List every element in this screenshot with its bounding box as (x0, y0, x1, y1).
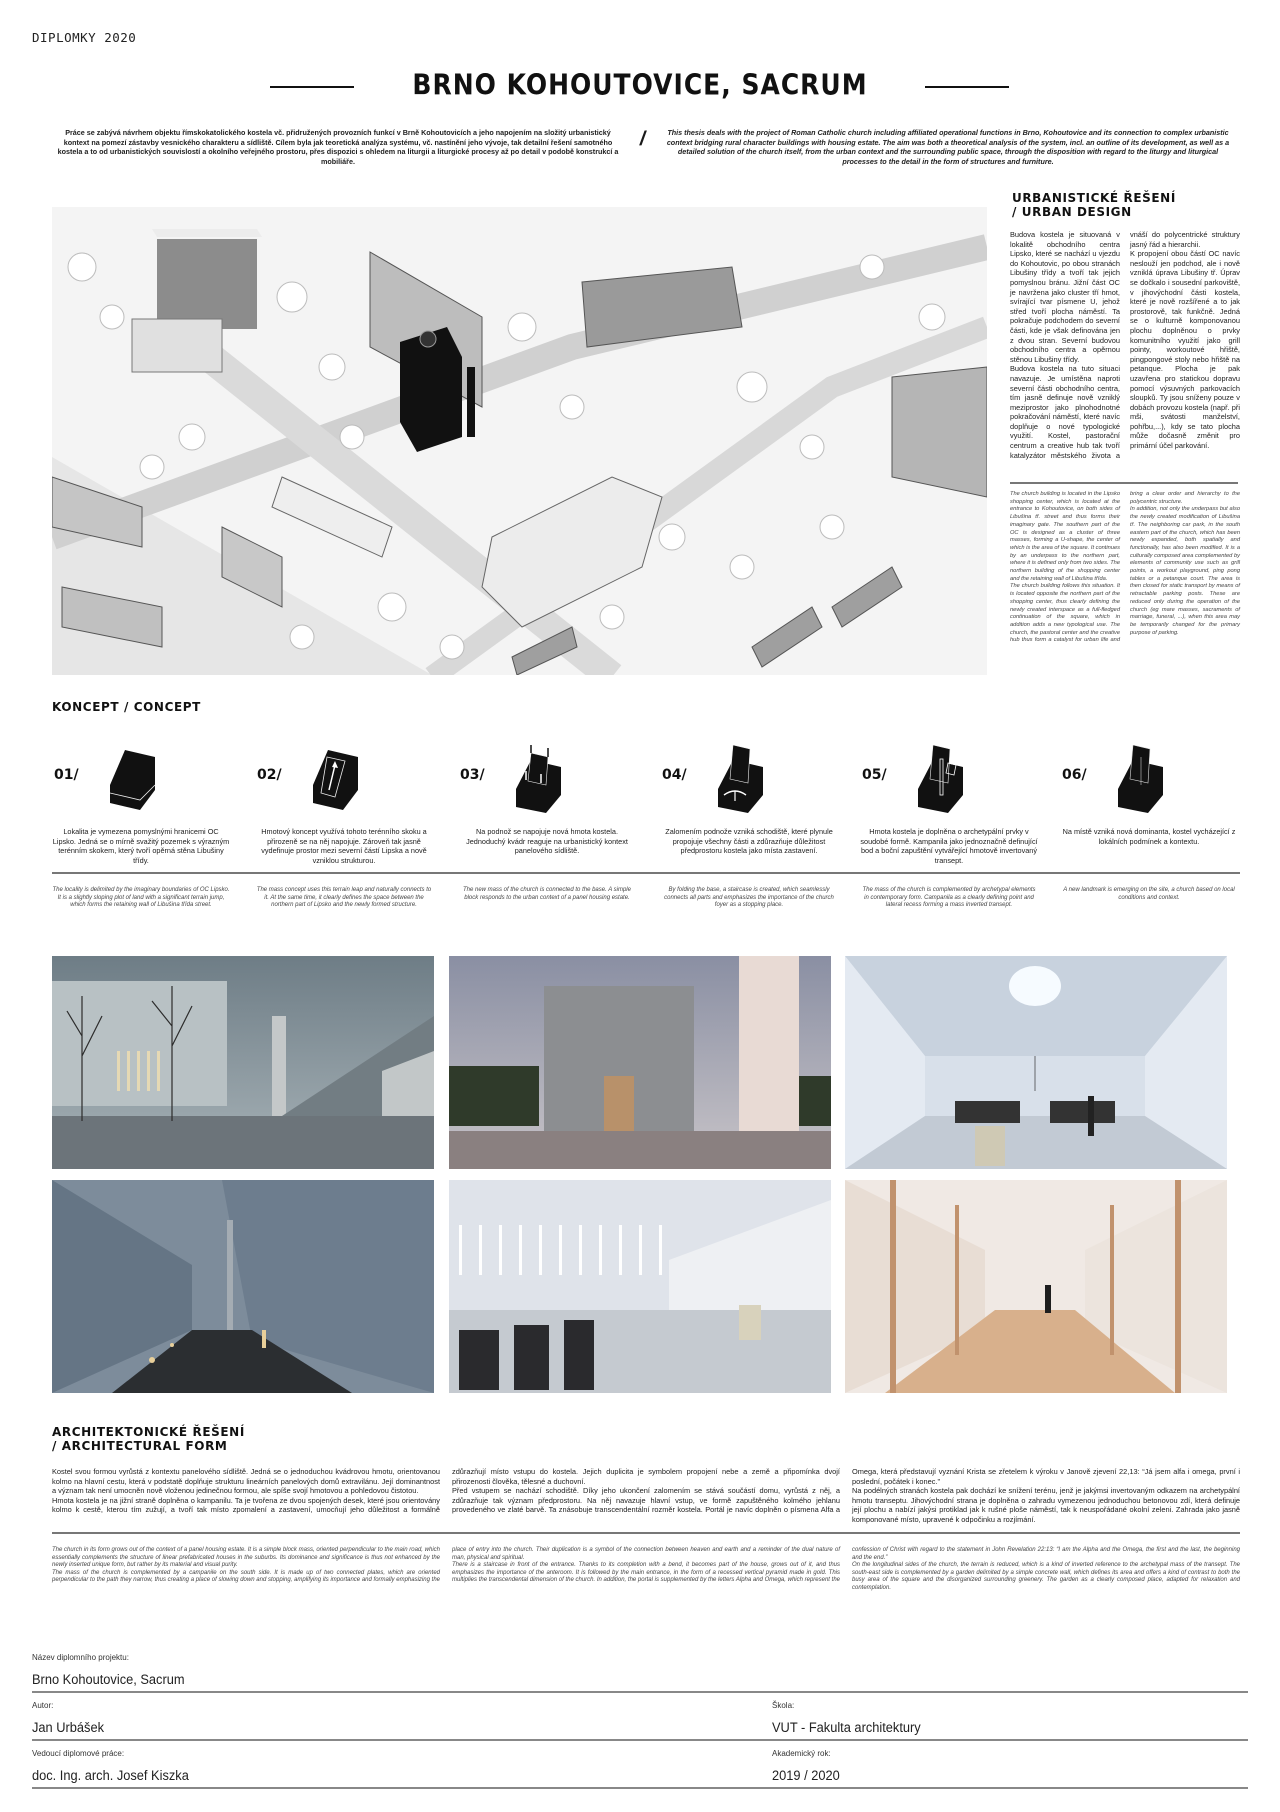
info-divider (32, 1739, 1248, 1741)
render-image (449, 1180, 831, 1393)
project-name-value: Brno Kohoutovice, Sacrum (32, 1672, 185, 1687)
academic-year-label: Akademický rok: (772, 1749, 831, 1758)
school-value: VUT - Fakulta architektury (772, 1720, 921, 1735)
step-number: 01/ (54, 767, 79, 783)
urban-en-paragraph: In addition, not only the underpass but also the newly created modification of Libušina tř. The neighboring car park, in the south eastern part of the church, which has been newly expanded, both spatially and functionally, has also been modified. It is a culturally composed area complemented by elements of community use such as grill points, a workout playground, ping pong tables or a petanque court. The area is then closed for static transport by means of retractable parking posts. These are reduced only during the operation of the church (eg mare masses, sacraments of marriage, funeral, ...), when this area may be temporarily changed for the primary purpose of parking. (1130, 506, 1240, 636)
architecture-text-cz (52, 1467, 1240, 1525)
abstract-cz: Práce se zabývá návrhem objektu římskokatolického kostela vč. přidružených provozních funkcí v Brně Kohoutovicích a jeho napojením na složitý urbanistický kontext na pomezí zástavby vesnického charakteru a sídliště. Cílem byla jak teoretická analýza systému, vč. nastínění jeho vývoje, tak detailní řešení samotného kostela a to od urbanistických souvislostí a okolního veřejného prostoru, přes dispozici s ohledem na liturgii a liturgické procesy až po detail v podobě konstrukcí a mobiliáře. (57, 128, 619, 166)
urban-text-en (1010, 491, 1240, 645)
concept-divider (52, 872, 1240, 874)
raised-mass-icon (506, 745, 586, 815)
supervisor-value: doc. Ing. arch. Josef Kiszka (32, 1768, 189, 1783)
render-image (52, 956, 434, 1169)
concept-title: KONCEPT / CONCEPT (52, 700, 201, 714)
aerial-axonometric-drawing (52, 207, 987, 675)
arch-cz-paragraph: Před vstupem se nachází schodiště. Díky jeho ukončení zalomením se stává součástí domu, vyrůstá z něj, a zdůrazňuje tak význam předprostoru. Na něj navazuje hlavní vstup, ve formě zapuštěného kolmého jehlanu provedeného ve zlaté barvě. Ta znásobuje transcendentální rozměr kostela. Portál je navíc doplněn o písmena Alfa a Omega, která představují vyznání Krista se zřetelem k výroku v Janově zjevení 22,13: “Já jsem alfa i omega, první i poslední, počátek i konec.” (452, 1467, 1240, 1515)
architecture-divider (52, 1532, 1240, 1534)
connection-arrow-icon (303, 745, 383, 815)
urban-en-paragraph: The church building is located in the Lipsko shopping center, which is located at the entrance to Kohoutovice, on both sides of Libušina tř. street and thus forms their imaginary gate. The southern part of the OC is designed as a cluster of three masses, forming a U-shape, the center of which is the area of the square. It continues by an underpass to the northern part, where it is defined only from two sides. The northern building of the shopping center and the retaining wall of Libušina třída. (1010, 491, 1120, 582)
page-title: BRNO KOHOUTOVICE, SACRUM (412, 67, 868, 102)
urban-cz-paragraph: Budova kostela na tuto situaci navazuje. Je umístěna naproti severní části obchodního centra, tím jasně definuje nově vzniklý meziprostor jako plnohodnotné pokračování náměstí, které navíc doplňuje o nové typologické využití. Kostel, pastorační centrum a creative hub tak tvoří katalyzátor městského života a vnáší do polycentrické struktury jasný řád a hierarchii. (1010, 230, 1240, 460)
author-label: Autor: (32, 1701, 54, 1710)
step-text-en: A new landmark is emerging on the site, a church based on local conditions and context. (1063, 887, 1235, 901)
final-landmark-icon (1108, 745, 1188, 815)
campanile-transept-icon (908, 745, 988, 815)
render-image (845, 956, 1227, 1169)
step-text-cz: Na podnož se napojuje nová hmota kostela. Jednoduchý kvádr reaguje na urbanistický kontext panelového sídliště. (466, 827, 628, 856)
urban-divider (1010, 482, 1238, 484)
title-rule-right (925, 86, 1009, 88)
arch-cz-paragraph: Na podélných stranách kostela pak dochází ke snížení terénu, jenž je jakýmsi invertovaným odkazem na archetypální hmotu transeptu. Jihovýchodní strana je doplněna o zahradu vymezenou jednoduchou betonovou zdí, která definuje její plochu a nabízí jakýsi protiklad jak k rušné ploše náměstí, tak k neuspořádané okolní zeleni. Zahrada jako jasně komponované místo, upravené k odpočinku a rozjímání. (852, 1486, 1240, 1524)
step-number: 02/ (257, 767, 282, 783)
base-block-icon (100, 745, 180, 815)
arch-en-paragraph: There is a staircase in front of the entrance. Thanks to its completion with a bend, it becomes part of the house, grows out of it, and thus emphasizes the importance of the anteroom. It is followed by the main entrance, in the form of a recessed vertical pyramid made in gold. This multiplies the transcendental dimension of the church. In addition, the portal is supplemented by the letters Alpha and Omega, which represent the confession of Christ with regard to the statement in John Revelation 22:13: “I am the Alpha and the Omega, the first and the last, the beginning and the end.” (452, 1547, 1240, 1584)
info-divider (32, 1787, 1248, 1789)
arch-en-paragraph: The mass of the church is complemented by a campanile on the south side. It is made up of two connected plates, which are oriented perpendicular to the path they narrow, thus creating a place of slowing down and stopping, amplifying its importance and formally emphasizing the place of entry into the church. Their duplication is a symbol of the connection between heaven and earth and a reminder of the dual nature of man, physical and spiritual. (52, 1547, 840, 1584)
render-entrance-portal (449, 956, 831, 1169)
step-text-cz: Hmota kostela je doplněna o archetypální prvky v soudobé formě. Kampanila jako jednoznačně definující bod a boční zapuštění vytvářející hmotově invertovaný transept. (860, 827, 1038, 865)
author-value: Jan Urbášek (32, 1720, 105, 1735)
abstract-en: This thesis deals with the project of Roman Catholic church including affiliated operational functions in Brno, Kohoutovice and its connection to complex urbanistic context bridging rural character buildings with housing estate. The aim was both a theoretical analysis of the system, incl. an outline of its development, as well as a detailed solution of the church itself, from the urban context and the surrounding public space, through the disposition with regard to the liturgy and liturgical processes to the detail in the form of structures and furniture. (666, 128, 1230, 166)
step-text-en: The new mass of the church is connected to the base. A simple block responds to the urban context of a panel housing estate. (463, 887, 631, 901)
step-text-cz: Zalomením podnože vzniká schodiště, které plynule propojuje všechny části a zdůrazňuje důležitost předprostoru kostela jako místa zastavení. (665, 827, 833, 856)
urban-title-cz: URBANISTICKÉ ŘEŠENÍ (1012, 191, 1176, 205)
render-image (449, 956, 831, 1169)
urban-design-title (1012, 191, 1176, 219)
aerial-drawing-svg (52, 207, 987, 675)
render-exterior-square-dusk (52, 956, 434, 1169)
urban-title-en: / URBAN DESIGN (1012, 205, 1132, 219)
architecture-text-en (52, 1547, 1240, 1593)
step-text-en: The mass concept uses this terrain leap and naturally connects to it. At the same time, it clearly defines the space between the northern part of Lipsko and the newly formed structure. (256, 887, 432, 908)
step-text-en: The locality is delimited by the imaginary boundaries of OC Lipsko. It is a slightly sloping plot of land with a significant terrain jump, which forms the retaining wall of Libušina třída street. (52, 887, 230, 908)
step-text-en: By folding the base, a staircase is created, which seamlessly connects all parts and emphasizes the importance of the church foyer as a stopping place. (664, 887, 834, 908)
render-corridor-interior (845, 1180, 1227, 1393)
arch-title-cz: ARCHITEKTONICKÉ ŘEŠENÍ (52, 1425, 245, 1439)
arch-en-paragraph: On the longitudinal sides of the church, the terrain is reduced, which is a kind of inverted reference to the archetypal mass of the transept. The south-east side is complemented by a garden delimited by a simple concrete wall, which defines its area and offers a kind of contrast to both the busy area of the square and the disorganized surrounding greenery. The garden as a clearly composed place, adapted for relaxation and contemplation. (852, 1562, 1240, 1591)
step-number: 05/ (862, 767, 887, 783)
urban-text-cz (1010, 230, 1240, 460)
step-text-cz: Na místě vzniká nová dominanta, kostel vycházející z lokálních podmínek a kontextu. (1062, 827, 1236, 846)
render-nave-interior (845, 956, 1227, 1169)
supervisor-label: Vedoucí diplomové práce: (32, 1749, 125, 1758)
render-garden-wall-night (52, 1180, 434, 1393)
architectural-form-title (52, 1425, 245, 1453)
urban-cz-paragraph: K propojení obou částí OC navíc neslouží jen podchod, ale i nově vzniklá úprava Libušiny tř. Úprav se dočkalo i sousední parkoviště, v jihovýchodní části kostela, které je nově rozšířené a to jak prostorově, tak funkčně. Jedná se o kulturně komponovanou plochu doplněnou o prvky komunitního využití jako grill pointy, workoutové hřiště, pingpongové stoly nebo hřiště na petanque. Plocha je pak uzavřena pro statickou dopravu pomocí výsuvných parkovacích sloupků. Ty jsou sníženy pouze v dobách provozu kostela (např. při mši, svátosti manželství, pohřbu,...), kdy se tato plocha může dočasně změnit pro primární účel parkování. (1130, 249, 1240, 451)
urban-en-paragraph: The church building follows this situation. It is located opposite the northern part of the shopping center, thus clearly defining the newly created interspace as a full-fledged continuation of the square, which in addition adds a new typological use. The church, the pastoral center and the creative hub thus form a catalyst for urban life and bring a clear order and hierarchy to the polycentric structure. (1010, 491, 1240, 644)
render-image (52, 1180, 434, 1393)
step-text-en: The mass of the church is complemented by archetypal elements in contemporary form. Campanila as a clearly defining point and lateral recess forming a mass inverted transept. (862, 887, 1036, 908)
info-divider (32, 1691, 1248, 1693)
render-pews-interior (449, 1180, 831, 1393)
abstract-separator: / (638, 128, 648, 150)
series-label: DIPLOMKY 2020 (32, 30, 137, 45)
render-image (845, 1180, 1227, 1393)
staircase-fold-icon (708, 745, 788, 815)
step-text-cz: Lokalita je vymezena pomyslnými hranicemi OC Lipsko. Jedná se o mírně svažitý pozemek s výrazným terénním skokem, který tvoří opěrná stěna Libušiny třídy. (52, 827, 230, 865)
urban-cz-paragraph: Budova kostela je situovaná v lokalitě obchodního centra Lipsko, které se nachází u vjezdu do Kohoutovic, po obou stranách Libušiny třídy a tvoří tak jejich pomyslnou bránu. Jižní část OC je navržena jako cluster tří hmot, svírající tvar písmene U, jehož střed tvoří plocha náměstí. Ta pokračuje podchodem do severní části, kde je však definována jen z dvou stran. Severní budovou obchodního centra a opěrnou stěnou Libušiny třídy. (1010, 230, 1120, 364)
arch-en-paragraph: The church in its form grows out of the context of a panel housing estate. It is a simple block mass, oriented perpendicular to the main road, which essentially complements the structure of linear prefabricated houses in the suburbs. Its dominance and significance is thus not enhanced by the newly inserted unique form, but rather by its material and visual purity. (52, 1547, 440, 1569)
academic-year-value: 2019 / 2020 (772, 1768, 840, 1783)
step-number: 06/ (1062, 767, 1087, 783)
arch-cz-paragraph: Hmota kostela je na jižní straně doplněna o kampanilu. Ta je tvořena ze dvou spojených desek, které jsou orientovány kolmo k cestě, kterou tím zužují, a tvoří tak místo zpomalení a zastavení, umocňují jeho důležitost a formálně zdůrazňují místo vstupu do kostela. Jejich duplicita je symbolem propojení nebe a země a připomínka dvojí přirozenosti člověka, tělesné a duchovní. (52, 1467, 840, 1515)
arch-cz-paragraph: Kostel svou formou vyrůstá z kontextu panelového sídliště. Jedná se o jednoduchou kvádrovou hmotu, orientovanou kolmo na hlavní cestu, která v podstatě doplňuje strukturu lineárních panelových domů extravilánu. Její dominantnost a význam tak není umocněn nově vloženou jedinečnou formou, ale spíše svojí hmotovou a pohledovou čistotou. (52, 1467, 440, 1496)
step-number: 03/ (460, 767, 485, 783)
arch-title-en: / ARCHITECTURAL FORM (52, 1439, 228, 1453)
project-name-label: Název diplomního projektu: (32, 1653, 129, 1662)
step-text-cz: Hmotový koncept využívá tohoto terénního skoku a přirozeně se na něj napojuje. Zároveň tak jasně vydefinuje prostor mezi severní částí Lipska a nově vzniklou strukturou. (261, 827, 427, 865)
school-label: Škola: (772, 1701, 795, 1710)
step-number: 04/ (662, 767, 687, 783)
